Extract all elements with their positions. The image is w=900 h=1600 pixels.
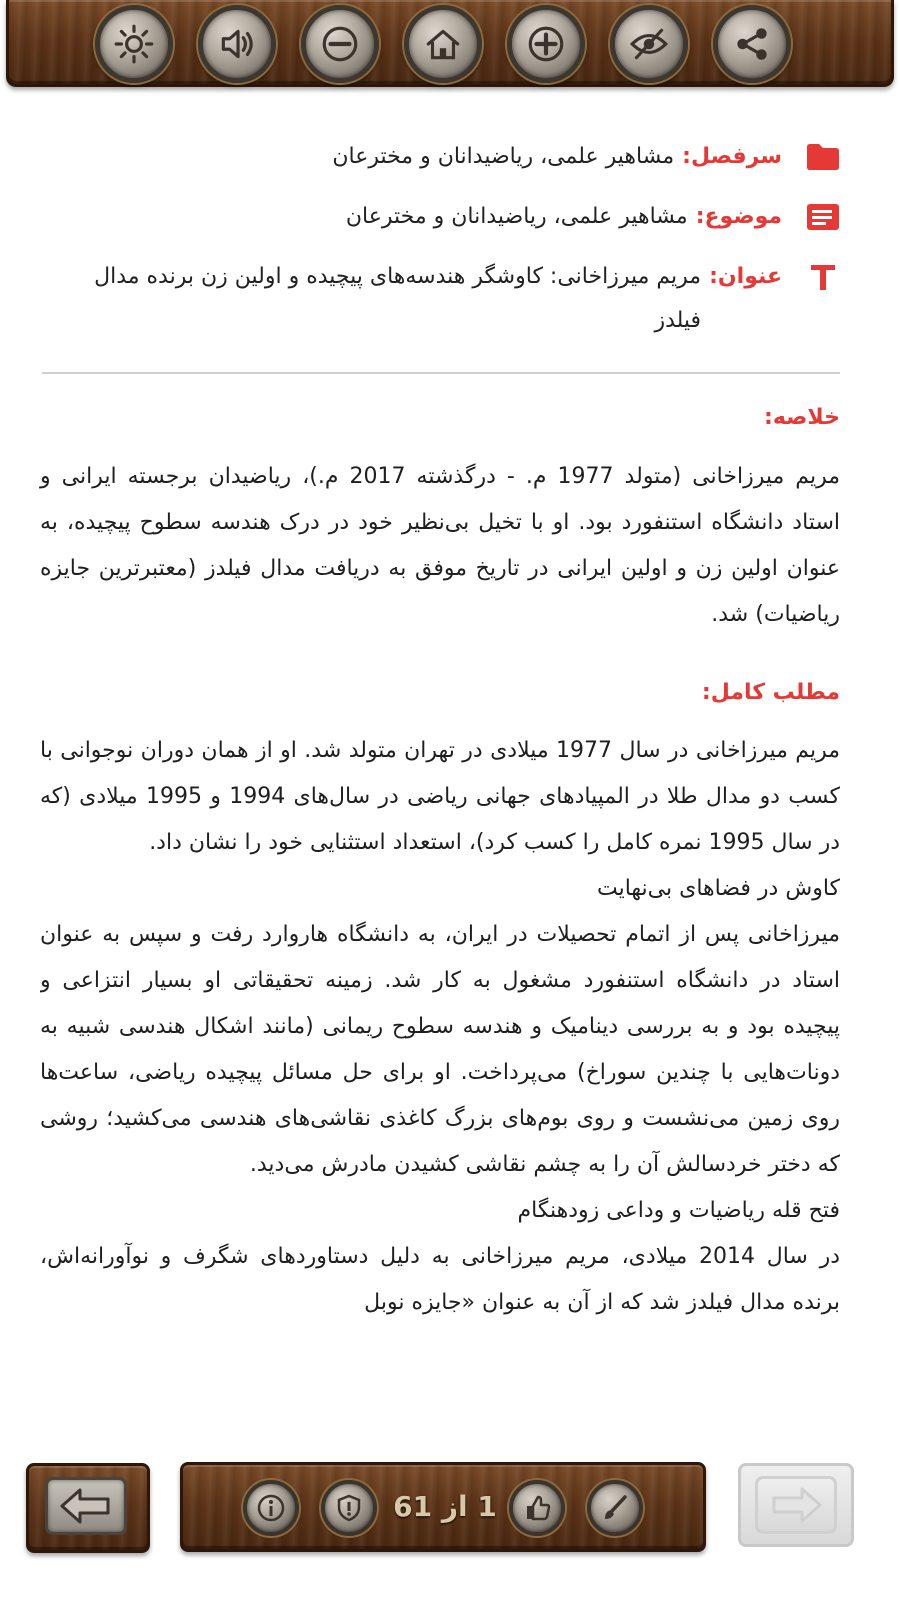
back-panel xyxy=(26,1463,150,1553)
page-counter: 1 از 61 xyxy=(393,1490,497,1523)
thumbs-up-icon xyxy=(522,1493,552,1523)
arrow-left-icon xyxy=(58,1486,114,1526)
full-text-body xyxy=(40,728,840,1450)
full-paragraph-3: در سال 2014 میلادی، مریم میرزاخانی به دلیل دستاوردهای شگرف و نوآورانه‌اش، برنده مدال فیلدز شد که از آن به عنوان «جایزه نوبل xyxy=(40,1244,840,1315)
summary-heading: خلاصه: xyxy=(764,405,840,430)
full-text-heading: مطلب کامل: xyxy=(701,680,840,705)
speaker-icon xyxy=(216,23,258,65)
eye-slash-icon xyxy=(628,23,670,65)
topic-value: مشاهیر علمی، ریاضیدانان و مخترعان xyxy=(345,204,688,229)
subheading-1: کاوش در فضاهای بی‌نهایت xyxy=(596,876,840,901)
title-label: عنوان: xyxy=(709,264,782,289)
summary-text xyxy=(40,454,840,638)
like-button[interactable] xyxy=(509,1480,565,1536)
category-row xyxy=(40,135,840,179)
summary-paragraph: مریم میرزاخانی (متولد 1977 م. - درگذشته 2017 م.)، ریاضیدان برجسته ایرانی و استاد دانشگاه استنفورد بود. او با تخیل بی‌نظیر خود در درک هندسه سطوح پیچیده، به عنوان اولین زن و اولین ایرانی در تاریخ موفق به دریافت مدال فیلدز (معتبرترین جایزه ریاضیات) شد. xyxy=(40,464,840,627)
document-icon xyxy=(806,195,840,239)
next-button[interactable] xyxy=(755,1476,837,1534)
visibility-button[interactable] xyxy=(610,5,688,83)
bottom-toolbar xyxy=(180,1462,706,1552)
subheading-2: فتح قله ریاضیات و وداعی زودهنگام xyxy=(517,1198,840,1223)
back-button[interactable] xyxy=(45,1477,127,1535)
category-label: سرفصل: xyxy=(682,144,782,169)
article-meta xyxy=(40,135,840,359)
shield-alert-icon xyxy=(334,1493,364,1523)
zoom-in-button[interactable] xyxy=(507,5,585,83)
topic-row xyxy=(40,195,840,239)
arrow-right-icon xyxy=(768,1485,824,1525)
home-icon xyxy=(422,23,464,65)
folder-icon xyxy=(806,135,840,179)
brightness-button[interactable] xyxy=(95,5,173,83)
full-paragraph-1: مریم میرزاخانی در سال 1977 میلادی در تهران متولد شد. او از همان دوران نوجوانی با کسب دو مدال طلا در المپیادهای جهانی ریاضی در سال‌های 1994 و 1995 میلادی (که در سال 1995 نمره کامل را کسب کرد)، استعداد استثنایی خود را نشان داد. xyxy=(40,738,840,855)
zoom-out-button[interactable] xyxy=(301,5,379,83)
share-icon xyxy=(731,23,773,65)
share-button[interactable] xyxy=(713,5,791,83)
divider xyxy=(42,372,840,374)
edit-button[interactable] xyxy=(587,1480,643,1536)
plus-icon xyxy=(525,23,567,65)
info-icon xyxy=(256,1493,286,1523)
topic-label: موضوع: xyxy=(695,204,782,229)
info-button[interactable] xyxy=(243,1480,299,1536)
speaker-button[interactable] xyxy=(198,5,276,83)
top-toolbar xyxy=(6,0,894,87)
text-icon xyxy=(806,255,840,299)
home-button[interactable] xyxy=(404,5,482,83)
minus-icon xyxy=(319,23,361,65)
category-value: مشاهیر علمی، ریاضیدانان و مخترعان xyxy=(332,144,675,169)
report-button[interactable] xyxy=(321,1480,377,1536)
full-paragraph-2: میرزاخانی پس از اتمام تحصیلات در ایران، به دانشگاه هاروارد رفت و سپس به عنوان استاد در دانشگاه استنفورد مشغول به کار شد. زمینه تحقیقاتی او بسیار انتزاعی و پیچیده بود و به بررسی دینامیک و هندسه سطوح ریمانی (مانند اشکال هندسی شبیه به دونات‌هایی با چندین سوراخ) می‌پرداخت. او برای حل مسائل پیچیده ریاضی، ساعت‌ها روی زمین می‌نشست و روی بوم‌های بزرگ کاغذی نقاشی‌های هندسی می‌کشید؛ روشی که دختر خردسالش آن را به چشم نقاشی کشیدن مادرش می‌دید. xyxy=(40,922,840,1177)
next-panel xyxy=(738,1463,854,1547)
brush-icon xyxy=(600,1493,630,1523)
brightness-icon xyxy=(113,23,155,65)
title-value: مریم میرزاخانی: کاوشگر هندسه‌های پیچیده و اولین زن برنده مدال فیلدز xyxy=(94,264,702,333)
title-row xyxy=(40,255,840,343)
